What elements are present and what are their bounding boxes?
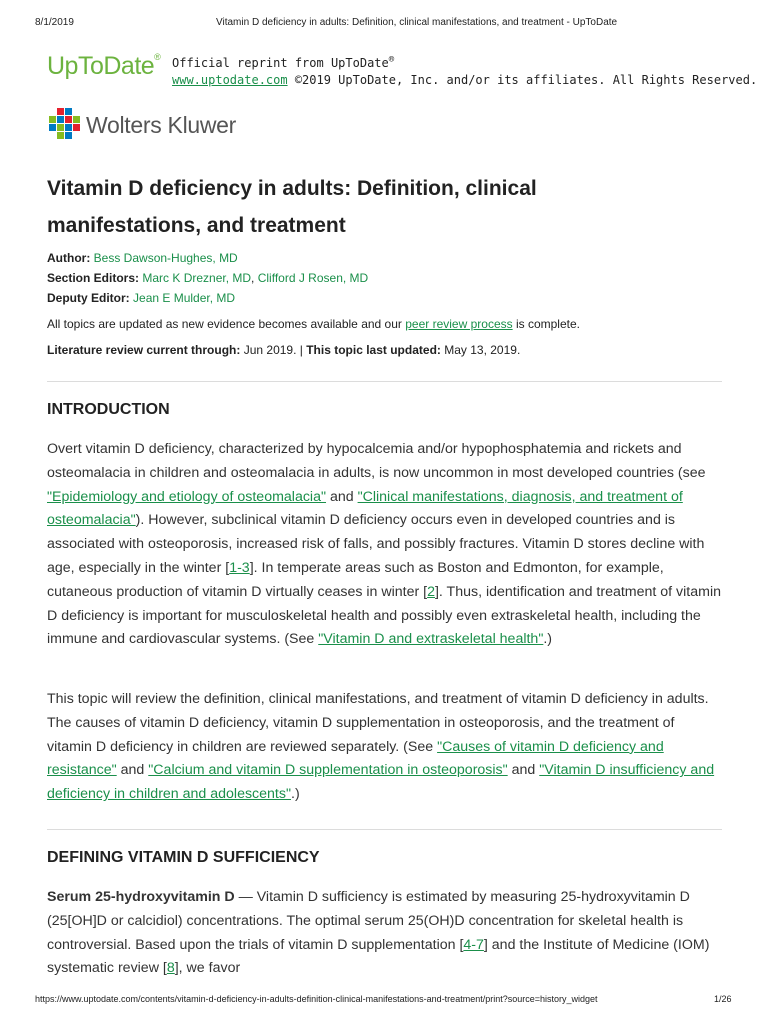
deputy-editor-link[interactable]: Jean E Mulder, MD — [133, 291, 236, 305]
uptodate-site-link[interactable]: www.uptodate.com — [172, 73, 288, 87]
deputy-editor-line: Deputy Editor: Jean E Mulder, MD — [47, 291, 236, 305]
reprint-line: Official reprint from UpToDate — [172, 56, 389, 70]
update-note: All topics are updated as new evidence becomes available and our peer review process is complete. — [47, 317, 580, 331]
paragraph-text: ]. Thus, identification and treatment of vitamin D deficiency is important for musculoskeletal health and possibly even extraskeletal health, including the immune and cardiovascular systems. (See — [47, 583, 721, 648]
section-heading-introduction: INTRODUCTION — [47, 401, 170, 418]
cross-reference-link[interactable]: "Calcium and vitamin D supplementation in osteoporosis" — [148, 762, 508, 779]
divider — [47, 829, 722, 830]
paragraph-text: and — [507, 762, 540, 779]
review-dates: Literature review current through: Jun 2019. | This topic last updated: May 13, 2019. — [47, 343, 521, 357]
cross-reference-link[interactable]: 4-7 — [463, 936, 484, 953]
print-page-title: Vitamin D deficiency in adults: Definition, clinical manifestations, and treatment - UpToDate — [216, 17, 618, 28]
subheading-text: Serum 25-hydroxyvitamin D — [47, 889, 235, 905]
wolters-kluwer-logo-icon — [47, 108, 83, 145]
paragraph-text: — Vitamin D sufficiency is estimated by measuring 25-hydroxyvitamin D (25[OH]D or calcidiol) concentrations. The optimal serum 25(OH)D concentration for skeletal health is controversial. Based upon the trials of vitamin D supplementation [ — [47, 889, 690, 953]
sufficiency-paragraph-1 — [47, 886, 723, 981]
paragraph-text: ], we favor — [174, 960, 241, 977]
cross-reference-link[interactable]: 1-3 — [229, 559, 250, 576]
print-url: https://www.uptodate.com/contents/vitamin-d-deficiency-in-adults-definition-clinical-manifestations-and-treatment/print?source=history_widget — [35, 994, 598, 1004]
divider — [47, 381, 722, 382]
uptodate-logo: UpToDate® — [47, 52, 161, 80]
intro-paragraph-1 — [47, 438, 723, 652]
paragraph-text: ] and the Institute of Medicine (IOM) systematic review [ — [47, 936, 710, 977]
reprint-notice: Official reprint from UpToDate® www.uptodate.com ©2019 UpToDate, Inc. and/or its affiliates. All Rights Reserved. — [172, 55, 758, 87]
section-editor-link-1[interactable]: Marc K Drezner, MD — [142, 271, 252, 285]
paragraph-text: This topic will review the definition, clinical manifestations, and treatment of vitamin D deficiency in adults. The causes of vitamin D deficiency, vitamin D supplementation in osteoporosis, and the treatment of vitamin D deficiency in children are reviewed separately. (See — [47, 691, 709, 755]
author-line: Author: Bess Dawson-Hughes, MD — [47, 251, 238, 265]
peer-review-link[interactable]: peer review process — [405, 317, 513, 331]
section-heading-sufficiency: DEFINING VITAMIN D SUFFICIENCY — [47, 849, 320, 866]
section-editor-link-2[interactable]: Clifford J Rosen, MD — [257, 271, 369, 285]
paragraph-text: ]. In temperate areas such as Boston and Edmonton, for example, cutaneous production of vitamin D virtually ceases in winter [ — [47, 559, 664, 600]
intro-paragraph-2 — [47, 688, 723, 807]
cross-reference-link[interactable]: "Vitamin D insufficiency and deficiency in children and adolescents" — [47, 762, 715, 803]
paragraph-text: and — [326, 488, 358, 505]
paragraph-text: .) — [543, 631, 553, 648]
print-date: 8/1/2019 — [35, 17, 74, 28]
paragraph-text: .) — [291, 786, 300, 803]
cross-reference-link[interactable]: "Clinical manifestations, diagnosis, and treatment of osteomalacia" — [47, 488, 683, 529]
paragraph-text: Overt vitamin D deficiency, characterized by hypocalcemia and/or hypophosphatemia and rickets and osteomalacia in children and osteomalacia in adults, is now uncommon in most developed countries (see — [47, 441, 706, 481]
paragraph-text: ). However, subclinical vitamin D deficiency occurs even in developed countries and is associated with osteoporosis, increased risk of falls, and possibly fractures. Vitamin D stores decline with age, especially in the winter [ — [47, 512, 705, 576]
cross-reference-link[interactable]: 2 — [427, 583, 435, 600]
author-link[interactable]: Bess Dawson-Hughes, MD — [93, 251, 238, 265]
section-editors-line: Section Editors: Marc K Drezner, MD, Clifford J Rosen, MD — [47, 271, 369, 285]
publisher-name: Wolters Kluwer — [86, 112, 237, 138]
print-page-number: 1/26 — [714, 994, 732, 1004]
paragraph-text: and — [116, 762, 149, 779]
cross-reference-link[interactable]: "Causes of vitamin D deficiency and resistance" — [47, 738, 664, 779]
article-title: Vitamin D deficiency in adults: Definition, clinical manifestations, and treatment — [47, 177, 537, 237]
cross-reference-link[interactable]: "Vitamin D and extraskeletal health" — [318, 631, 544, 648]
rights-text: ©2019 UpToDate, Inc. and/or its affiliates. All Rights Reserved. — [287, 73, 758, 87]
cross-reference-link[interactable]: 8 — [166, 960, 175, 977]
cross-reference-link[interactable]: "Epidemiology and etiology of osteomalacia" — [47, 488, 327, 505]
